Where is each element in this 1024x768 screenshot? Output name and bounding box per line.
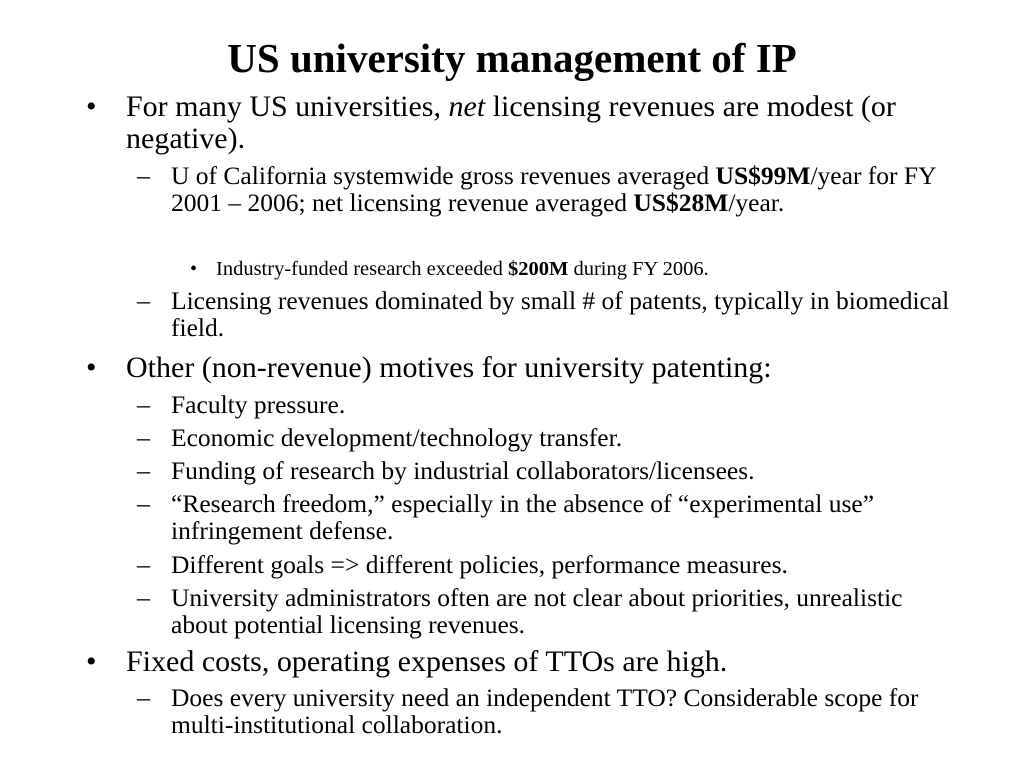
bullet-text — [126, 91, 926, 155]
sub-point-p1a — [137, 161, 951, 217]
text-run: during FY 2006. — [568, 258, 709, 280]
slide-title: US university management of IP — [227, 35, 797, 81]
sub-point-text: Economic development/technology transfer. — [171, 423, 623, 452]
sub-point-p2b — [137, 423, 951, 452]
dash-icon: – — [137, 583, 150, 612]
sub-point-text: “Research freedom,” especially in the absence of “experimental use” infringement defense. — [171, 489, 875, 545]
sub-point-p1b — [137, 286, 951, 342]
sub-point-p2d — [137, 489, 951, 545]
text-run-bold: $200M — [507, 258, 569, 280]
sub-point-text: Licensing revenues dominated by small # of patents, typically in biomedical field. — [171, 286, 950, 342]
sub-point-text: Different goals => different policies, performance measures. — [171, 550, 788, 579]
sub-point-p3a — [137, 683, 951, 739]
bullet-point-p2 — [86, 351, 966, 384]
dash-icon: – — [137, 456, 150, 485]
bullet-text: Fixed costs, operating expenses of TTOs are high. — [126, 645, 728, 678]
text-run: /year. — [728, 188, 785, 217]
sub-point-text: Faculty pressure. — [171, 390, 346, 419]
text-run-bold: US$28M — [633, 188, 729, 217]
bullet-point-p1 — [86, 90, 926, 155]
text-run: For many US universities, — [126, 90, 449, 123]
dash-icon: – — [137, 489, 150, 518]
dash-icon: – — [137, 423, 150, 452]
text-run: Industry-funded research exceeded — [216, 258, 508, 280]
sub-point-text: Does every university need an independent TTO? Considerable scope for multi-institutional collaboration. — [171, 683, 919, 739]
text-run: licensing revenues are modest (or negative). — [126, 90, 896, 155]
text-run-bold: US$99M — [715, 161, 811, 190]
sub-point-p2c — [137, 456, 951, 485]
sub-point-text: Funding of research by industrial collaborators/licensees. — [171, 456, 755, 485]
sub-sub-point-text — [216, 257, 976, 281]
bullet-point-p3 — [86, 645, 966, 678]
text-run: U of California systemwide gross revenues averaged — [171, 161, 716, 190]
sub-point-text — [171, 162, 951, 216]
sub-point-p2e — [137, 550, 951, 579]
dash-icon: – — [137, 390, 150, 419]
bullet-text: Other (non-revenue) motives for university patenting: — [126, 351, 772, 384]
text-run-italic: net — [448, 90, 486, 123]
dash-icon: – — [137, 683, 150, 712]
dash-icon: – — [137, 550, 150, 579]
dash-icon: – — [137, 286, 150, 315]
sub-sub-point-p1a1 — [190, 257, 976, 281]
sub-point-p2a — [137, 390, 951, 419]
sub-point-p2f — [137, 583, 951, 639]
sub-point-text: University administrators often are not clear about priorities, unrealistic about potential licensing revenues. — [171, 583, 903, 639]
bullet-icon: • — [86, 351, 97, 384]
text-run: /year for FY 2001 – 2006; net licensing revenue averaged — [171, 161, 936, 217]
bullet-icon: • — [190, 258, 198, 280]
bullet-icon: • — [86, 645, 97, 678]
bullet-icon: • — [86, 90, 97, 123]
dash-icon: – — [137, 161, 150, 190]
